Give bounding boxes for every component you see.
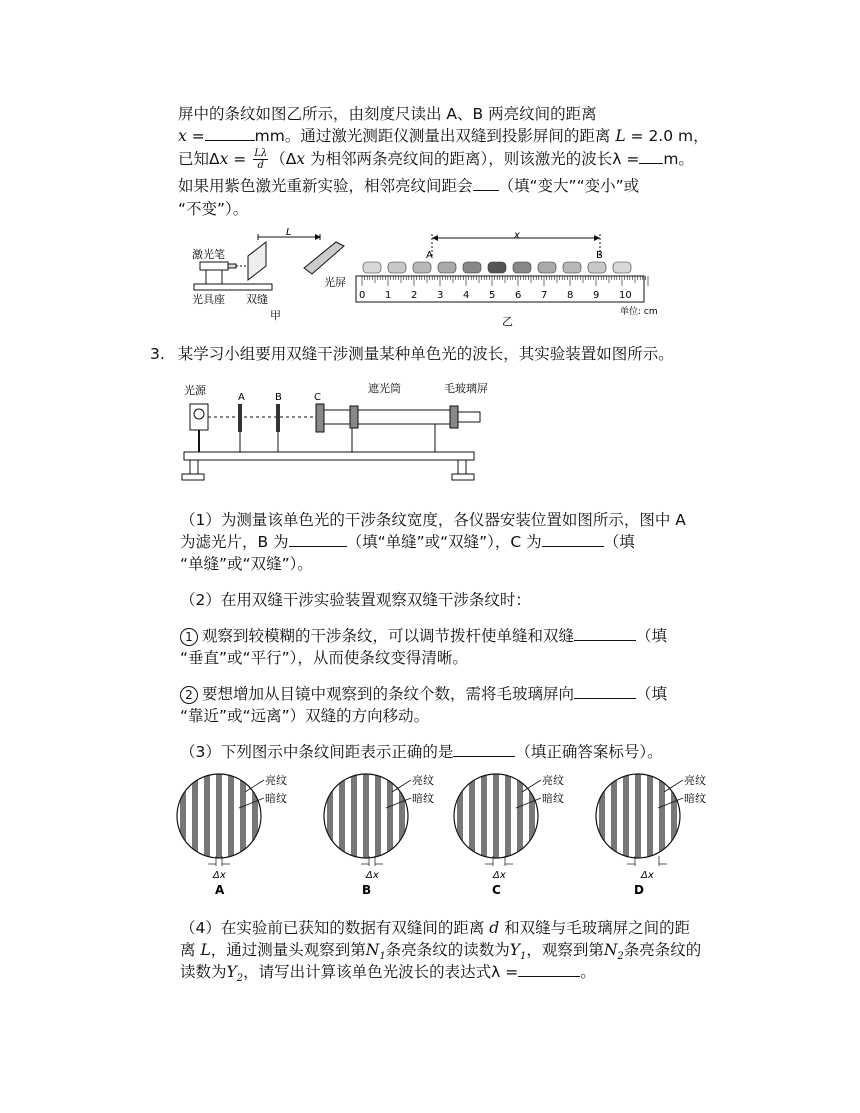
- label-bright: 亮纹: [412, 774, 434, 787]
- fringe: [463, 262, 481, 273]
- q3-text: 。: [580, 963, 596, 981]
- option-label: D: [634, 883, 644, 897]
- ruler-tick-label: 9: [593, 290, 600, 301]
- bright-fringe: [457, 770, 463, 870]
- q2-text: （填“变大”“变小”或: [498, 177, 640, 195]
- q2-line-5: [178, 198, 248, 220]
- subscript: 2: [617, 951, 624, 963]
- fraction-numerator: Lλ: [254, 148, 268, 159]
- fringe-group: [315, 770, 417, 870]
- ruler-tick-label: 4: [463, 290, 470, 301]
- subscript: 1: [519, 951, 527, 963]
- q3-text: 条亮条纹的读数为: [385, 941, 510, 959]
- ruler-tick-label: 7: [541, 290, 548, 301]
- label-laser: 激光笔: [192, 248, 225, 261]
- bright-fringe: [659, 770, 665, 870]
- q3-part2: [180, 589, 531, 611]
- ruler-tick-label: 2: [411, 290, 418, 301]
- fringe: [588, 262, 606, 273]
- label-A: A: [426, 250, 433, 261]
- q3-text: 读数为: [180, 963, 227, 981]
- light-tube: [324, 410, 454, 424]
- circled-number: 2: [180, 686, 198, 704]
- subscript: 2: [236, 973, 244, 985]
- q3-text: （填正确答案标号）。: [515, 743, 663, 761]
- fringe: [488, 262, 506, 273]
- label-bright: 亮纹: [542, 774, 564, 787]
- answer-blank[interactable]: [473, 176, 499, 191]
- var-L: L: [615, 127, 626, 145]
- fringe: [413, 262, 431, 273]
- q3-part2-c1-line2: [180, 647, 468, 669]
- label-dx: Δx: [366, 870, 379, 881]
- q2-text: （Δ: [270, 150, 297, 168]
- fraction-denominator: d: [257, 160, 264, 171]
- answer-blank[interactable]: [289, 532, 347, 547]
- subscript: 1: [379, 951, 386, 963]
- bright-fringe: [671, 770, 677, 870]
- q2-text: = 2.0 m，: [625, 127, 709, 145]
- bright-fringe: [327, 770, 333, 870]
- option-label: B: [362, 883, 372, 897]
- component-C: [316, 404, 324, 432]
- label-B: B: [596, 250, 603, 261]
- q3-part1-line2: [180, 531, 635, 553]
- q2-line-3: [178, 148, 694, 171]
- fringe-group: [445, 770, 547, 870]
- q3-text: “垂直”或“平行”），从而使条纹变得清晰。: [180, 649, 468, 667]
- bright-fringe: [399, 770, 405, 870]
- caption-yi: 乙: [502, 315, 513, 328]
- var-L: L: [200, 941, 211, 959]
- q3-text: “靠近”或“远离”）双缝的方向移动。: [180, 707, 430, 725]
- label-B: B: [275, 392, 282, 403]
- q3-text: “单缝”或“双缝”）。: [180, 555, 313, 573]
- bright-fringe: [180, 770, 186, 870]
- fringe-pattern: [363, 262, 631, 273]
- q3-stem: [150, 343, 674, 365]
- fringe: [563, 262, 581, 273]
- figure-jia: [186, 228, 366, 328]
- q2-text: 如果用紫色激光重新实验，相邻亮纹间距会: [178, 177, 473, 195]
- bright-fringe: [529, 770, 535, 870]
- q3-part4-line1: [180, 917, 690, 939]
- fringe-group: [587, 770, 689, 870]
- q3-text: （2）在用双缝干涉实验装置观察双缝干涉条纹时：: [180, 591, 531, 609]
- q3-part1-line3: [180, 553, 313, 575]
- label-dark: 暗纹: [412, 792, 434, 805]
- bright-fringe: [192, 770, 198, 870]
- q2-text: “不变”）。: [178, 200, 249, 218]
- label-tube: 遮光筒: [368, 382, 401, 395]
- answer-blank[interactable]: [542, 532, 604, 547]
- bright-fringe: [387, 770, 393, 870]
- fringe: [513, 262, 531, 273]
- var-x: x: [178, 127, 187, 145]
- optical-bench: [194, 284, 272, 290]
- option-label: A: [215, 883, 225, 897]
- ruler-tick-label: 8: [567, 290, 574, 301]
- label-dx: Δx: [213, 870, 226, 881]
- q3-part3: [180, 741, 663, 763]
- bright-fringe: [469, 770, 475, 870]
- q3-part2-c2-line2: [180, 705, 429, 727]
- figure-apparatus: [180, 380, 488, 486]
- eyepiece: [458, 412, 480, 422]
- q2-line-2: [178, 125, 709, 147]
- fringe: [388, 262, 406, 273]
- bright-fringe: [635, 770, 641, 870]
- label-screen: 毛玻璃屏: [444, 382, 488, 395]
- q3-text: 观察到较模糊的干涉条纹，可以调节拨杆使单缝和双缝: [202, 627, 575, 645]
- ruler-tick-label: 6: [515, 290, 522, 301]
- var-N2: N: [603, 941, 618, 959]
- option-label: C: [492, 883, 501, 897]
- bright-fringe: [363, 770, 369, 870]
- label-dx: Δx: [641, 870, 654, 881]
- q3-text: （填: [636, 685, 668, 703]
- q3-stem-text: 某学习小组要用双缝干涉测量某种单色光的波长，其实验装置如图所示。: [177, 345, 674, 363]
- q2-text: 已知Δ: [178, 150, 220, 168]
- q3-part2-c1-line1: [180, 625, 667, 647]
- label-dx: Δx: [493, 870, 506, 881]
- q3-text: （填: [603, 533, 635, 551]
- q3-text: 条亮条纹的: [623, 941, 702, 959]
- q3-text: （填“单缝”或“双缝”），C 为: [346, 533, 542, 551]
- q3-text: （3）下列图示中条纹间距表示正确的是: [180, 743, 454, 761]
- q3-text: 为滤光片，B 为: [180, 533, 289, 551]
- q3-text: （填: [636, 627, 668, 645]
- q3-text: ，通过测量头观察到第: [210, 941, 366, 959]
- bright-fringe: [611, 770, 617, 870]
- bright-fringe: [168, 770, 174, 870]
- filter-A: [238, 404, 242, 432]
- bright-fringe: [493, 770, 499, 870]
- optical-bench: [184, 452, 474, 460]
- var-x: x: [219, 150, 229, 168]
- bright-fringe: [339, 770, 345, 870]
- q3-part4-line3: [180, 961, 596, 990]
- var-Y1: Y: [509, 941, 520, 959]
- label-source: 光源: [184, 384, 206, 397]
- label-C: C: [314, 392, 321, 403]
- double-slit: [248, 242, 266, 280]
- label-base: 光具座: [192, 293, 225, 306]
- var-x: x: [296, 150, 306, 168]
- q2-text: 为相邻两条亮纹间的距离），则该激光的波长λ =: [305, 150, 640, 168]
- circled-number: 1: [180, 628, 198, 646]
- label-L: L: [286, 227, 292, 238]
- light-screen: [304, 242, 344, 274]
- ruler-tick-label: 1: [385, 290, 392, 301]
- q2-text: mm。通过激光测距仪测量出双缝到投影屏间的距离: [254, 127, 616, 145]
- answer-blank[interactable]: [639, 149, 663, 164]
- q3-text: （1）为测量该单色光的干涉条纹宽度，各仪器安装位置如图所示，图中 A: [180, 511, 686, 529]
- answer-blank[interactable]: [518, 962, 580, 977]
- fraction: [253, 148, 268, 171]
- answer-blank[interactable]: [574, 684, 636, 699]
- bright-fringe: [315, 770, 321, 870]
- label-unit: 单位: cm: [620, 307, 658, 317]
- q3-text: 要想增加从目镜中观察到的条纹个数，需将毛玻璃屏向: [202, 685, 575, 703]
- option-figure-C: [452, 770, 592, 900]
- bright-fringe: [240, 770, 246, 870]
- var-Y2: Y: [226, 963, 237, 981]
- q3-part2-c2-line1: [180, 683, 667, 705]
- q3-text: ，请写出计算该单色光波长的表达式λ =: [243, 963, 519, 981]
- label-x: x: [514, 230, 520, 241]
- label-screen: 光屏: [324, 276, 346, 289]
- q2-text: 屏中的条纹如图乙所示，由刻度尺读出 A、B 两亮纹间的距离: [178, 105, 597, 123]
- laser-tip: [228, 264, 236, 268]
- q3-text: 和双缝与毛玻璃屏之间的距: [499, 919, 691, 937]
- ruler-tick-label: 5: [489, 290, 496, 301]
- figure-yi: [352, 228, 658, 328]
- caption-jia: 甲: [270, 309, 281, 322]
- laser-pen: [200, 262, 228, 270]
- q2-line-4: [178, 175, 639, 197]
- q2-line-1: [178, 103, 597, 125]
- question-number: 3.: [150, 345, 165, 363]
- option-figure-A: [175, 770, 315, 900]
- ruler-tick-label: 10: [619, 290, 632, 301]
- answer-blank[interactable]: [205, 126, 255, 141]
- label-dark: 暗纹: [684, 792, 706, 805]
- q3-text: ，观察到第: [526, 941, 604, 959]
- option-figure-B: [322, 770, 462, 900]
- fringe: [363, 262, 381, 273]
- q3-text: （4）在实验前已获知的数据有双缝间的距离: [180, 919, 490, 937]
- q3-text: 离: [180, 941, 201, 959]
- option-figure-D: [594, 770, 734, 900]
- bright-fringe: [517, 770, 523, 870]
- q2-text: =: [186, 127, 205, 145]
- label-dark: 暗纹: [265, 792, 287, 805]
- label-slit: 双缝: [246, 293, 268, 306]
- bright-fringe: [252, 770, 258, 870]
- bright-fringe: [216, 770, 222, 870]
- q3-part1-line1: [180, 509, 686, 531]
- var-N1: N: [365, 941, 380, 959]
- label-bright: 亮纹: [265, 774, 287, 787]
- ruler-tick-label: 0: [359, 290, 366, 301]
- bright-fringe: [599, 770, 605, 870]
- component-B: [276, 404, 280, 432]
- label-bright: 亮纹: [684, 774, 706, 787]
- fringe: [538, 262, 556, 273]
- var-d: d: [489, 919, 500, 937]
- fringe-group: [168, 770, 270, 870]
- q2-text: =: [228, 150, 252, 168]
- answer-blank[interactable]: [574, 626, 636, 641]
- fringe: [613, 262, 631, 273]
- answer-blank[interactable]: [453, 742, 515, 757]
- label-A: A: [238, 392, 245, 403]
- ruler-tick-label: 3: [437, 290, 444, 301]
- label-dark: 暗纹: [542, 792, 564, 805]
- fringe: [438, 262, 456, 273]
- q2-text: m。: [663, 150, 694, 168]
